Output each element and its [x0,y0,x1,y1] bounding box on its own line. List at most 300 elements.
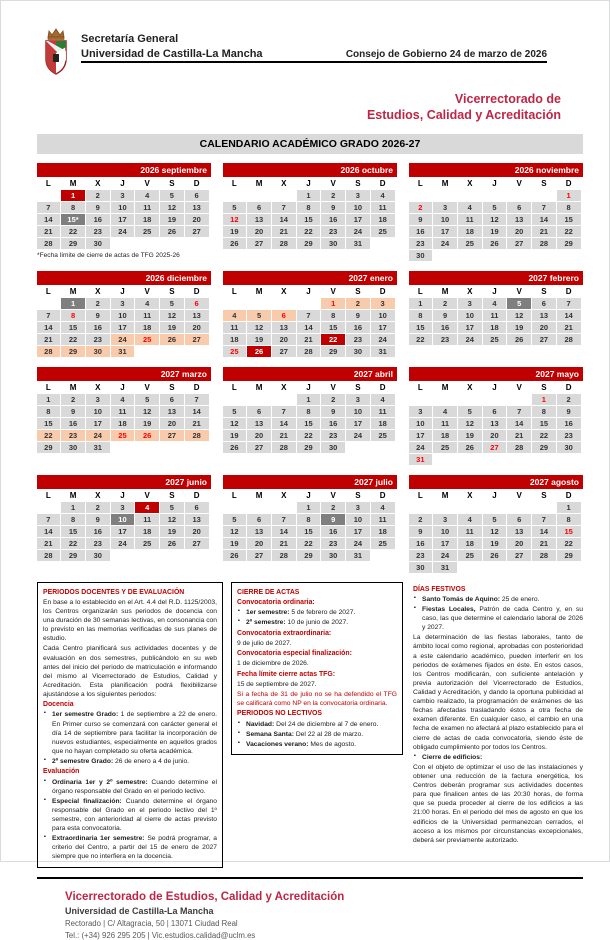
day-cell: 28 [185,430,209,441]
empty-cell [37,502,61,513]
day-cell: 15 [557,214,581,225]
day-cell: 26 [507,334,531,345]
day-cell: 1 [61,502,85,513]
empty-cell [433,250,457,261]
day-cell: 16 [321,418,345,429]
day-cell: 2 [321,502,345,513]
box-title: CIERRE DE ACTAS [237,588,300,596]
day-cell: 28 [37,550,61,561]
empty-cell [507,190,531,201]
day-cell: 12 [247,322,271,333]
day-cell: 26 [160,226,184,237]
day-cell: 20 [507,226,531,237]
bullet-lead: 1er semestre Grado: [52,711,121,719]
day-cell: 20 [532,322,556,333]
day-cell: 25 [371,538,395,549]
day-cell: 20 [247,430,271,441]
day-cell: 14 [37,526,61,537]
weekday-header: V [144,382,150,392]
day-cell: 9 [321,514,345,525]
day-cell: 1 [297,502,321,513]
day-cell: 6 [483,406,507,417]
info-box [37,582,223,868]
empty-cell [433,394,457,405]
month-table [36,489,210,562]
day-cell: 23 [321,538,345,549]
bullet-lead: Cierre de edificios: [422,753,483,761]
day-cell: 16 [321,526,345,537]
weekday-header: M [441,382,449,392]
day-cell: 31 [346,238,370,249]
empty-cell [458,454,482,465]
day-cell: 25 [223,346,247,357]
day-cell: 8 [297,406,321,417]
day-cell: 4 [135,190,159,201]
day-cell: 14 [507,418,531,429]
day-cell: 17 [86,418,110,429]
weekday-header: V [144,286,150,296]
day-cell: 24 [433,550,457,561]
header-text-block [81,25,583,63]
month-table [36,177,210,250]
empty-cell [185,442,209,453]
day-cell: 8 [321,310,345,321]
day-cell: 8 [61,514,85,525]
weekday-header: L [417,382,423,392]
weekday-header: X [281,382,287,392]
month-calendar [37,367,211,454]
day-cell: 31 [409,454,433,465]
box-bullet: ▪ 1er semestre: 5 de febrero de 2027. [237,608,397,617]
day-cell: 15* [61,214,85,225]
day-cell: 15 [61,526,85,537]
empty-cell [223,394,247,405]
day-cell: 21 [272,226,296,237]
day-cell: 27 [185,538,209,549]
month-calendar [223,271,397,358]
weekday-header: X [95,286,101,296]
day-cell: 7 [297,310,321,321]
day-cell: 25 [111,430,135,441]
empty-cell [371,442,395,453]
empty-cell [532,502,556,513]
day-cell: 11 [371,202,395,213]
day-cell: 17 [458,322,482,333]
weekday-header: J [120,490,125,500]
day-cell: 12 [223,418,247,429]
box-paragraph: La determinación de las fiestas laborales, tanto de ámbito local como regional, aprobadas con posterioridad a este calendario académico, pueden interferir en los periodos de exámenes fijados en éste. En estos casos, los Centros modificarán, con suficiente antelación y previa autorización del Vicerrectorado de Estudios, Calidad y Acreditación, y dando la oportuna publicidad al cambio realizado, la programación de exámenes de las fechas afectadas trasladando éstos a otra fecha de examen diferente. En cualquier caso, el cambio en una fecha de examen no afectará al plazo establecido para el cierre de actas de cada convocatoria, siendo éste de obligado cumplimiento por todos los Centros. [413,634,583,751]
day-cell: 27 [272,346,296,357]
weekday-header: D [193,178,200,188]
day-cell: 22 [37,430,61,441]
day-cell: 17 [111,322,135,333]
day-cell: 14 [272,418,296,429]
day-cell: 29 [297,442,321,453]
day-cell: 27 [247,442,271,453]
day-cell: 25 [135,334,159,345]
day-cell: 11 [223,322,247,333]
empty-cell [272,298,296,309]
weekday-header: M [441,178,449,188]
day-cell: 18 [371,214,395,225]
day-cell: 24 [458,334,482,345]
day-cell: 20 [247,538,271,549]
day-cell: 12 [483,526,507,537]
weekday-header: V [516,490,522,500]
day-cell: 21 [37,538,61,549]
weekday-header: S [541,178,547,188]
day-cell: 9 [346,310,370,321]
day-cell: 13 [272,322,296,333]
weekday-header: J [120,178,125,188]
empty-cell [458,562,482,573]
day-cell: 16 [86,214,110,225]
day-cell: 30 [557,442,581,453]
weekday-header: V [516,286,522,296]
weekday-header: S [355,490,361,500]
day-cell: 6 [272,310,296,321]
day-cell: 24 [346,538,370,549]
weekday-header: M [69,286,77,296]
day-cell: 4 [433,406,457,417]
day-cell: 22 [297,226,321,237]
day-cell: 26 [223,238,247,249]
day-cell: 6 [185,502,209,513]
day-cell: 1 [409,298,433,309]
month-footnote: *Fecha límite de cierre de actas de TFG 2025-26 [37,251,180,259]
day-cell: 7 [272,406,296,417]
day-cell: 2 [86,190,110,201]
day-cell: 6 [247,514,271,525]
box-subheader: Convocatoria extraordinaria: [237,629,332,637]
bullet-lead: Ordinaria 1er y 2º semestre: [52,778,152,786]
day-cell: 11 [135,514,159,525]
weekday-header: D [379,490,386,500]
day-cell: 19 [507,322,531,333]
weekday-header: M [69,178,77,188]
day-cell: 13 [185,310,209,321]
day-cell: 11 [458,526,482,537]
day-cell: 3 [346,190,370,201]
day-cell: 3 [371,298,395,309]
month-table [222,381,396,454]
day-cell: 9 [409,526,433,537]
day-cell: 18 [223,334,247,345]
day-cell: 8 [297,514,321,525]
day-cell: 17 [111,214,135,225]
day-cell: 9 [86,514,110,525]
footer-vicerrectorado: Vicerrectorado de Estudios, Calidad y Acreditación [65,890,345,903]
month-title: 2027 agosto [409,475,583,489]
weekday-header: L [417,178,423,188]
day-cell: 23 [557,430,581,441]
day-cell: 11 [135,310,159,321]
day-cell: 28 [272,238,296,249]
weekday-header: V [330,286,336,296]
day-cell: 10 [86,406,110,417]
empty-cell [532,250,556,261]
day-cell: 18 [135,526,159,537]
day-cell: 29 [557,238,581,249]
day-cell: 19 [483,538,507,549]
weekday-header: D [193,382,200,392]
day-cell: 1 [297,394,321,405]
day-cell: 6 [507,202,531,213]
empty-cell [247,502,271,513]
day-cell: 5 [160,298,184,309]
weekday-header: J [492,178,497,188]
weekday-header: L [45,178,51,188]
day-cell: 28 [272,442,296,453]
month-title: 2027 febrero [409,271,583,285]
day-cell: 9 [321,406,345,417]
box-paragraph: Con el objeto de optimizar el uso de las instalaciones y obtener una reducción de la factura energética, los Centros deberán programar sus actividades docentes para que finalicen antes de las 20:30 horas, de forma que se pueda proceder al cierre de los edificios a las 21:00 horas. En el periodo del mes de agosto en que los edificios de la Universidad permanezcan cerrados, el acceso a los mismos por circunstancias excepcionales, deberá ser previamente autorizado. [413,763,583,844]
day-cell: 14 [532,526,556,537]
day-cell: 12 [458,418,482,429]
weekday-header: V [144,490,150,500]
day-cell: 25 [135,538,159,549]
day-cell: 31 [371,346,395,357]
weekday-header: L [231,490,237,500]
day-cell: 6 [160,394,184,405]
day-cell: 23 [86,538,110,549]
day-cell: 4 [458,202,482,213]
day-cell: 15 [37,418,61,429]
day-cell: 3 [433,514,457,525]
day-cell: 28 [37,346,61,357]
info-boxes [37,582,583,868]
weekday-header: J [306,178,311,188]
empty-cell [458,250,482,261]
day-cell: 5 [223,202,247,213]
empty-cell [135,550,159,561]
weekday-header: M [255,382,263,392]
day-cell: 5 [458,406,482,417]
day-cell: 2 [409,514,433,525]
month-calendar [223,163,397,250]
day-cell: 19 [160,214,184,225]
weekday-header: J [492,490,497,500]
day-cell: 8 [557,202,581,213]
day-cell: 24 [111,226,135,237]
month-calendar [409,271,583,346]
month-title: 2026 septiembre [37,163,211,177]
month-calendar [223,367,397,454]
empty-cell [160,346,184,357]
empty-cell [185,238,209,249]
day-cell: 26 [223,550,247,561]
day-cell: 29 [297,238,321,249]
day-cell: 12 [223,214,247,225]
empty-cell [272,502,296,513]
month-table [222,285,396,358]
day-cell: 19 [223,538,247,549]
empty-cell [111,442,135,453]
day-cell: 11 [458,214,482,225]
day-cell: 5 [507,298,531,309]
empty-cell [507,250,531,261]
page-footer [37,891,583,940]
calendar-grid [37,163,583,574]
weekday-header: D [565,178,572,188]
weekday-header: X [281,490,287,500]
weekday-header: S [541,382,547,392]
day-cell: 19 [135,418,159,429]
empty-cell [458,502,482,513]
day-cell: 25 [458,238,482,249]
day-cell: 23 [86,334,110,345]
day-cell: 16 [409,538,433,549]
day-cell: 3 [346,394,370,405]
day-cell: 7 [272,202,296,213]
day-cell: 5 [160,190,184,201]
weekday-header: V [144,178,150,188]
day-cell: 5 [223,406,247,417]
day-cell: 16 [321,214,345,225]
day-cell: 11 [371,406,395,417]
weekday-header: X [467,490,473,500]
council-date: Consejo de Gobierno 24 de marzo de 2026 [345,49,547,60]
day-cell: 10 [111,202,135,213]
day-cell: 8 [409,310,433,321]
weekday-header: S [355,178,361,188]
day-cell: 14 [297,322,321,333]
weekday-header: X [95,178,101,188]
box-subheader: Fecha límite cierre actas TFG: [237,670,336,678]
month-table [408,489,582,574]
day-cell: 4 [371,502,395,513]
day-cell: 23 [321,430,345,441]
weekday-header: L [45,490,51,500]
month-title: 2026 octubre [223,163,397,177]
weekday-header: D [379,286,386,296]
day-cell: 23 [86,226,110,237]
day-cell: 27 [507,550,531,561]
month-title: 2027 junio [37,475,211,489]
day-cell: 28 [37,238,61,249]
day-cell: 12 [160,514,184,525]
day-cell: 23 [321,226,345,237]
day-cell: 4 [223,310,247,321]
weekday-header: S [541,490,547,500]
day-cell: 29 [37,442,61,453]
day-cell: 22 [532,430,556,441]
day-cell: 20 [185,526,209,537]
day-cell: 15 [557,526,581,537]
box-bullet: ▪ 2º semestre Grado: 26 de enero a 4 de junio. [43,757,217,766]
day-cell: 22 [297,538,321,549]
page-title: CALENDARIO ACADÉMICO GRADO 2026-27 [37,134,583,154]
empty-cell [507,502,531,513]
day-cell: 13 [483,418,507,429]
day-cell: 12 [160,202,184,213]
day-cell: 4 [371,190,395,201]
day-cell: 7 [532,202,556,213]
day-cell: 17 [346,526,370,537]
day-cell: 2 [321,190,345,201]
weekday-header: D [565,490,572,500]
day-cell: 10 [346,514,370,525]
month-title: 2027 marzo [37,367,211,381]
vicerrectorado-heading [37,91,583,124]
empty-cell [483,190,507,201]
day-cell: 22 [557,538,581,549]
empty-cell [409,394,433,405]
weekday-header: L [231,178,237,188]
day-cell: 4 [111,394,135,405]
day-cell: 2 [86,298,110,309]
day-cell: 22 [409,334,433,345]
day-cell: 14 [532,214,556,225]
day-cell: 18 [135,214,159,225]
day-cell: 30 [61,442,85,453]
weekday-header: M [255,490,263,500]
day-cell: 9 [321,202,345,213]
day-cell: 13 [247,418,271,429]
day-cell: 8 [37,406,61,417]
day-cell: 19 [247,334,271,345]
weekday-header: J [306,286,311,296]
day-cell: 14 [185,406,209,417]
day-cell: 20 [160,418,184,429]
day-cell: 18 [371,418,395,429]
box-subheader: Convocatoria especial finalización: [237,650,352,657]
weekday-header: X [467,382,473,392]
weekday-header: J [306,490,311,500]
month-title: 2027 abril [223,367,397,381]
day-cell: 20 [272,334,296,345]
empty-cell [557,250,581,261]
empty-cell [433,502,457,513]
day-cell: 24 [371,334,395,345]
day-cell: 16 [409,226,433,237]
weekday-header: V [330,382,336,392]
weekday-header: M [69,382,77,392]
day-cell: 2 [61,394,85,405]
day-cell: 24 [433,238,457,249]
vicerrectorado-line2: Estudios, Calidad y Acreditación [366,108,561,123]
day-cell: 27 [483,442,507,453]
weekday-header: S [169,286,175,296]
day-cell: 7 [507,406,531,417]
month-calendar [37,475,211,562]
weekday-header: X [95,490,101,500]
month-table [408,177,582,262]
empty-cell [247,298,271,309]
day-cell: 5 [483,202,507,213]
day-cell: 6 [247,202,271,213]
day-cell: 27 [185,334,209,345]
day-cell: 16 [346,322,370,333]
day-cell: 9 [86,202,110,213]
day-cell: 7 [37,202,61,213]
info-box [231,582,403,755]
day-cell: 21 [557,322,581,333]
month-title: 2027 enero [223,271,397,285]
month-calendar [37,163,211,259]
day-cell: 15 [297,418,321,429]
day-cell: 28 [532,550,556,561]
day-cell: 5 [160,502,184,513]
month-table [36,381,210,454]
weekday-header: L [231,382,237,392]
box-bullet: ▪ Santo Tomás de Aquino: 25 de enero. [413,595,583,604]
box-bullet: ▪ Semana Santa: Del 22 al 28 de marzo. [237,730,397,739]
month-calendar [409,367,583,466]
empty-cell [247,190,271,201]
day-cell: 21 [37,334,61,345]
day-cell: 14 [37,214,61,225]
